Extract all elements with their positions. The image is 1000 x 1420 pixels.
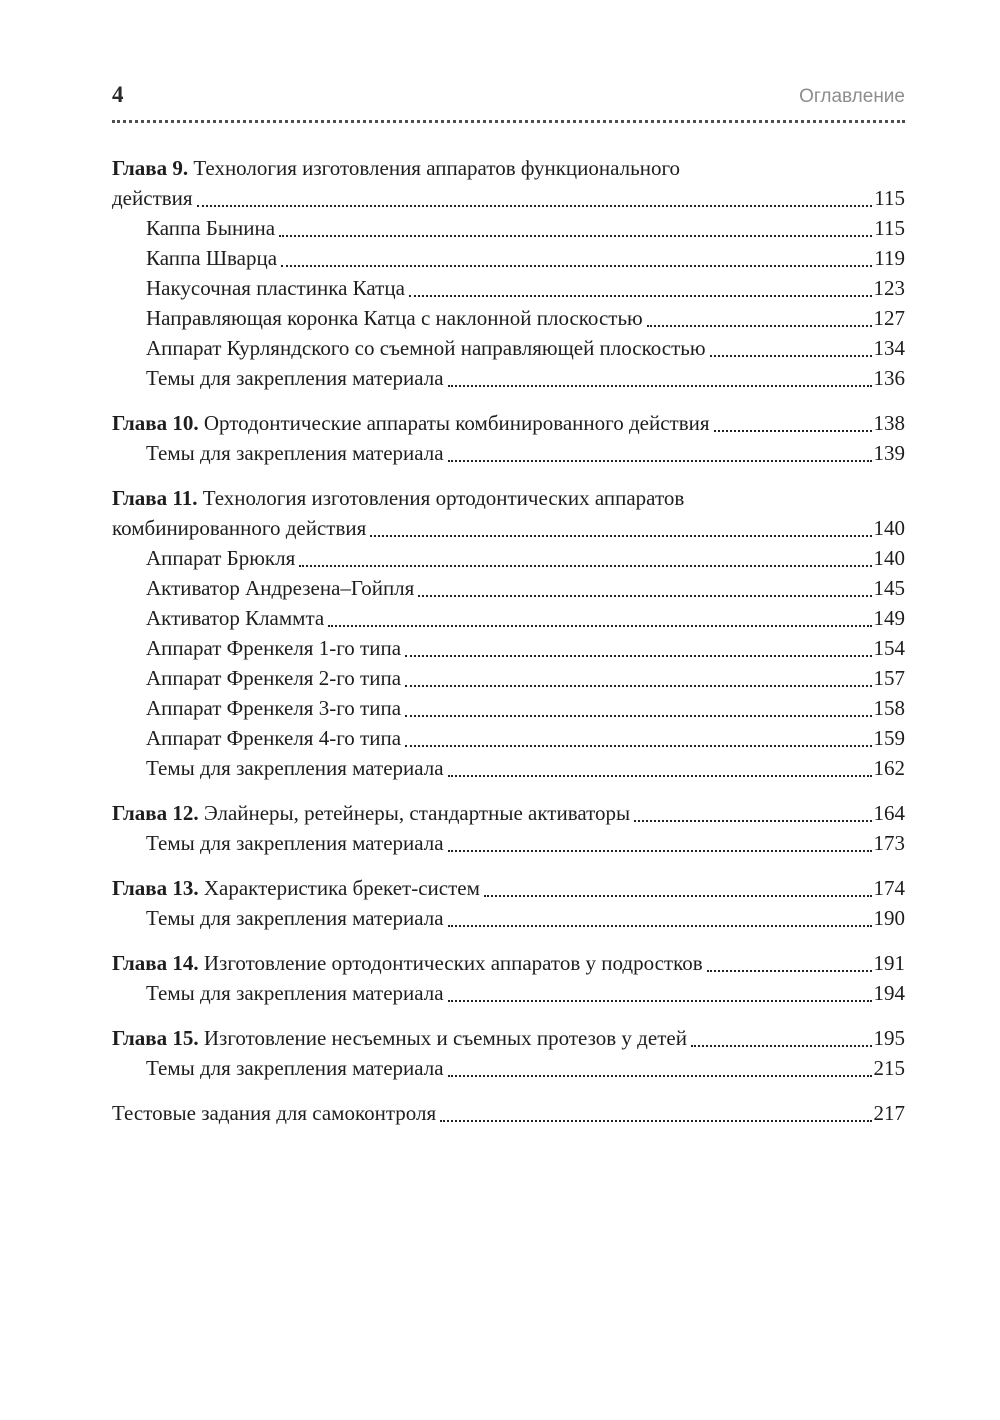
entry-title: Изготовление ортодонтических аппаратов у подростков	[203, 951, 703, 975]
toc-entry-sub	[112, 573, 905, 603]
chapter-label: Глава 11.	[112, 486, 203, 510]
entry-title: Аппарат Брюкля	[146, 546, 296, 570]
toc-line	[146, 438, 905, 468]
toc-entry-chapter	[112, 948, 905, 978]
chapter-label: Глава 12.	[112, 801, 204, 825]
entry-page-number: 191	[873, 951, 905, 975]
toc-line	[112, 408, 905, 438]
toc-line	[146, 333, 905, 363]
dot-leader	[448, 1000, 872, 1002]
entry-page-number: 115	[874, 216, 905, 240]
toc-line	[146, 573, 905, 603]
entry-title: Аппарат Френкеля 3-го типа	[146, 696, 402, 720]
dot-leader	[710, 355, 872, 357]
toc-line	[146, 273, 905, 303]
dot-leader	[647, 325, 872, 327]
toc-entry-chapter	[112, 1023, 905, 1053]
toc-entry-sub	[112, 213, 905, 243]
entry-title: Темы для закрепления материала	[146, 441, 444, 465]
entry-page-number: 138	[873, 411, 905, 435]
toc-line	[112, 873, 905, 903]
entry-title: Технология изготовления ортодонтических аппаратов	[202, 486, 685, 510]
entry-title: Темы для закрепления материала	[146, 831, 444, 855]
toc-entry-sub	[112, 603, 905, 633]
entry-page-number: 215	[873, 1056, 905, 1080]
dot-leader	[448, 460, 872, 462]
entry-title: Темы для закрепления материала	[146, 366, 444, 390]
toc-entry-sub	[112, 273, 905, 303]
toc-entry-sub	[112, 693, 905, 723]
entry-title: Активатор Андрезена–Гойпля	[146, 576, 415, 600]
dot-leader	[370, 535, 871, 537]
entry-page-number: 157	[873, 666, 905, 690]
dot-leader	[448, 850, 872, 852]
toc-entry-chapter	[112, 408, 905, 438]
entry-page-number: 119	[874, 246, 905, 270]
toc-line	[112, 483, 905, 513]
dot-leader	[448, 925, 872, 927]
entry-title: Аппарат Курляндского со съемной направляющей плоскостью	[146, 336, 706, 360]
toc-line	[112, 948, 905, 978]
dot-leader	[634, 820, 871, 822]
toc-line	[146, 723, 905, 753]
dot-leader	[299, 565, 871, 567]
toc-entry-sub	[112, 633, 905, 663]
entry-page-number: 164	[873, 801, 905, 825]
toc-entry-sub	[112, 303, 905, 333]
dot-leader	[409, 295, 872, 297]
entry-title: Темы для закрепления материала	[146, 1056, 444, 1080]
toc-line	[112, 798, 905, 828]
entry-page-number: 158	[873, 696, 905, 720]
toc-line	[112, 1098, 905, 1128]
dot-leader	[328, 625, 871, 627]
entry-page-number: 174	[873, 876, 905, 900]
entry-title: комбинированного действия	[112, 516, 367, 540]
toc-entry-sub	[112, 753, 905, 783]
entry-page-number: 159	[873, 726, 905, 750]
header-dotted-rule	[112, 120, 905, 123]
dot-leader	[484, 895, 872, 897]
entry-page-number: 154	[873, 636, 905, 660]
dot-leader	[281, 265, 872, 267]
toc-entry-chapter	[112, 798, 905, 828]
toc-line	[146, 903, 905, 933]
entry-title: Направляющая коронка Катца с наклонной плоскостью	[146, 306, 643, 330]
toc-line	[146, 828, 905, 858]
entry-page-number: 115	[874, 186, 905, 210]
entry-title: Технология изготовления аппаратов функционального	[193, 156, 681, 180]
toc-line	[146, 663, 905, 693]
entry-title: Элайнеры, ретейнеры, стандартные активаторы	[203, 801, 631, 825]
toc-entry-sub	[112, 978, 905, 1008]
toc-line	[146, 543, 905, 573]
toc-entry-sub	[112, 663, 905, 693]
entry-title: Темы для закрепления материала	[146, 981, 444, 1005]
toc-entry-chapter	[112, 483, 905, 543]
chapter-label: Глава 14.	[112, 951, 204, 975]
toc-line	[146, 303, 905, 333]
toc-entry-sub	[112, 828, 905, 858]
entry-page-number: 190	[873, 906, 905, 930]
toc-entry-sub	[112, 723, 905, 753]
dot-leader	[279, 235, 872, 237]
toc-line	[146, 693, 905, 723]
dot-leader	[691, 1045, 872, 1047]
page-number: 4	[112, 82, 124, 107]
chapter-label: Глава 9.	[112, 156, 194, 180]
dot-leader	[714, 430, 872, 432]
entry-page-number: 140	[873, 516, 905, 540]
page-header	[112, 82, 905, 108]
entry-page-number: 136	[873, 366, 905, 390]
toc-entry-sub	[112, 333, 905, 363]
toc-line	[146, 603, 905, 633]
entry-title: Аппарат Френкеля 2-го типа	[146, 666, 402, 690]
toc-entry-sub	[112, 543, 905, 573]
toc-line	[112, 153, 905, 183]
toc-entry-sub	[112, 363, 905, 393]
entry-page-number: 173	[873, 831, 905, 855]
toc-entry-chapter	[112, 873, 905, 903]
entry-page-number: 134	[873, 336, 905, 360]
chapter-label: Глава 13.	[112, 876, 204, 900]
entry-page-number: 139	[873, 441, 905, 465]
toc-line	[146, 213, 905, 243]
entry-page-number: 194	[873, 981, 905, 1005]
toc-line	[146, 1053, 905, 1083]
toc-line	[146, 978, 905, 1008]
toc-line	[112, 183, 905, 213]
entry-page-number: 217	[873, 1101, 905, 1125]
chapter-label: Глава 10.	[112, 411, 204, 435]
entry-page-number: 123	[873, 276, 905, 300]
toc-line	[112, 1023, 905, 1053]
header-title: Оглавление	[799, 86, 905, 107]
toc-line	[146, 633, 905, 663]
entry-page-number: 162	[873, 756, 905, 780]
dot-leader	[418, 595, 871, 597]
toc-line	[146, 753, 905, 783]
entry-title: Каппа Бынина	[146, 216, 276, 240]
chapter-label: Глава 15.	[112, 1026, 204, 1050]
entry-title: Характеристика брекет-систем	[203, 876, 480, 900]
toc-entry-sub	[112, 438, 905, 468]
toc-entry-sub	[112, 243, 905, 273]
dot-leader	[405, 685, 871, 687]
toc-entry-sub	[112, 1053, 905, 1083]
toc-line	[112, 513, 905, 543]
toc-entry-plain	[112, 1098, 905, 1128]
dot-leader	[405, 745, 871, 747]
toc-entry-sub	[112, 903, 905, 933]
entry-page-number: 149	[873, 606, 905, 630]
dot-leader	[405, 715, 871, 717]
toc-list	[112, 153, 905, 1128]
dot-leader	[448, 775, 872, 777]
entry-title: Тестовые задания для самоконтроля	[112, 1101, 437, 1125]
entry-title: Накусочная пластинка Катца	[146, 276, 405, 300]
dot-leader	[405, 655, 871, 657]
entry-title: Аппарат Френкеля 4-го типа	[146, 726, 402, 750]
dot-leader	[448, 385, 872, 387]
entry-page-number: 145	[873, 576, 905, 600]
entry-title: Ортодонтические аппараты комбинированного действия	[203, 411, 710, 435]
toc-line	[146, 363, 905, 393]
entry-title: Активатор Кламмта	[146, 606, 325, 630]
entry-page-number: 127	[873, 306, 905, 330]
entry-page-number: 195	[873, 1026, 905, 1050]
entry-title: Каппа Шварца	[146, 246, 278, 270]
entry-title: Изготовление несъемных и съемных протезов у детей	[203, 1026, 687, 1050]
entry-title: действия	[112, 186, 193, 210]
entry-title: Темы для закрепления материала	[146, 906, 444, 930]
entry-title: Аппарат Френкеля 1-го типа	[146, 636, 402, 660]
toc-line	[146, 243, 905, 273]
dot-leader	[197, 205, 873, 207]
entry-title: Темы для закрепления материала	[146, 756, 444, 780]
dot-leader	[440, 1120, 871, 1122]
entry-page-number: 140	[873, 546, 905, 570]
dot-leader	[707, 970, 872, 972]
toc-entry-chapter	[112, 153, 905, 213]
dot-leader	[448, 1075, 872, 1077]
